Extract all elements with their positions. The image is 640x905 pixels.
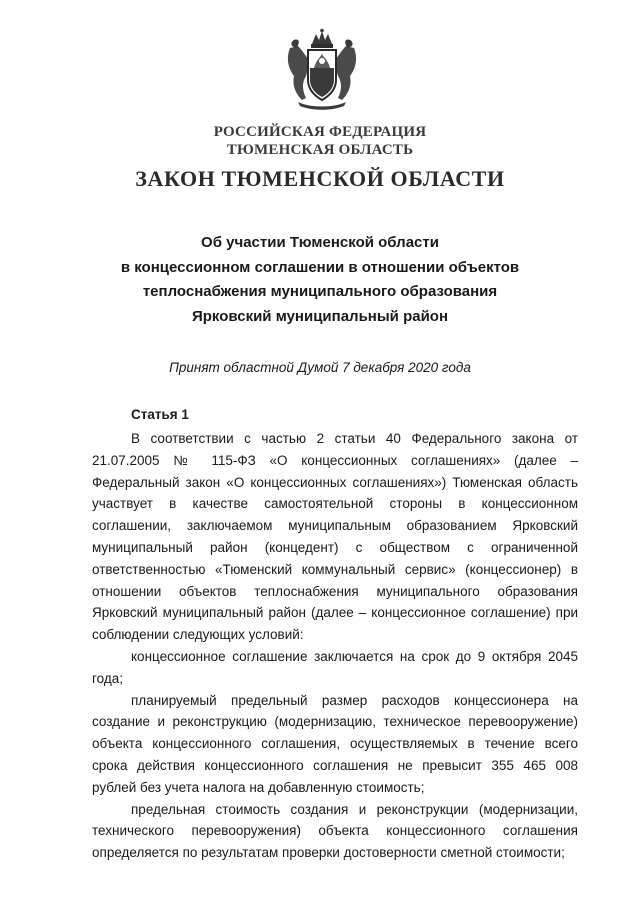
header-region: ТЮМЕНСКАЯ ОБЛАСТЬ [226, 142, 414, 158]
article-paragraph: В соответствии с частью 2 статьи 40 Федерального закона от 21.07.2005 № 115-ФЗ «О концессионных соглашениях» (далее – Федеральный закон «О концессионных соглашениях») Тюменская область участвует в качестве самостоятельной стороны в концессионном соглашении, заключаемом муниципальным образованием Ярковский муниципальный район (концедент) с обществом с ограниченной ответственностью «Тюменский коммунальный сервис» (концессионер) в отношении объектов теплоснабжения муниципального образования Ярковский муниципальный район (далее – концессионное соглашение) при соблюдении следующих условий: [92, 431, 578, 643]
law-title [0, 231, 640, 329]
article-paragraph: предельная стоимость создания и реконструкции (модернизации, технического перевооружения) объекта концессионного соглашения определяется по результатам проверки достоверности сметной стоимости; [92, 801, 578, 861]
article-paragraph: концессионное соглашение заключается на срок до 9 октября 2045 года; [92, 648, 578, 686]
adoption-note: Принят областной Думой 7 декабря 2020 года [169, 360, 471, 375]
law-title-line: Ярковский муниципальный район [191, 307, 449, 325]
article-body [92, 428, 578, 864]
law-title-line: в концессионном соглашении в отношении объектов [120, 258, 520, 276]
article-heading: Статья 1 [131, 407, 189, 422]
header-country: РОССИЙСКАЯ ФЕДЕРАЦИЯ [213, 124, 427, 140]
article-paragraph: планируемый предельный размер расходов концессионера на создание и реконструкцию (модернизацию, техническое перевооружение) объекта концессионного соглашения, осуществляемых в течение всего срока действия концессионного соглашения не превысит 355 465 008 рублей без учета налога на добавленную стоимость; [92, 692, 578, 795]
law-heading: ЗАКОН ТЮМЕНСКОЙ ОБЛАСТИ [135, 166, 505, 191]
law-title-line: Об участии Тюменской области [201, 234, 439, 251]
tyumen-coat-of-arms-icon [280, 28, 364, 112]
law-title-line: теплоснабжения муниципального образования [142, 283, 498, 300]
